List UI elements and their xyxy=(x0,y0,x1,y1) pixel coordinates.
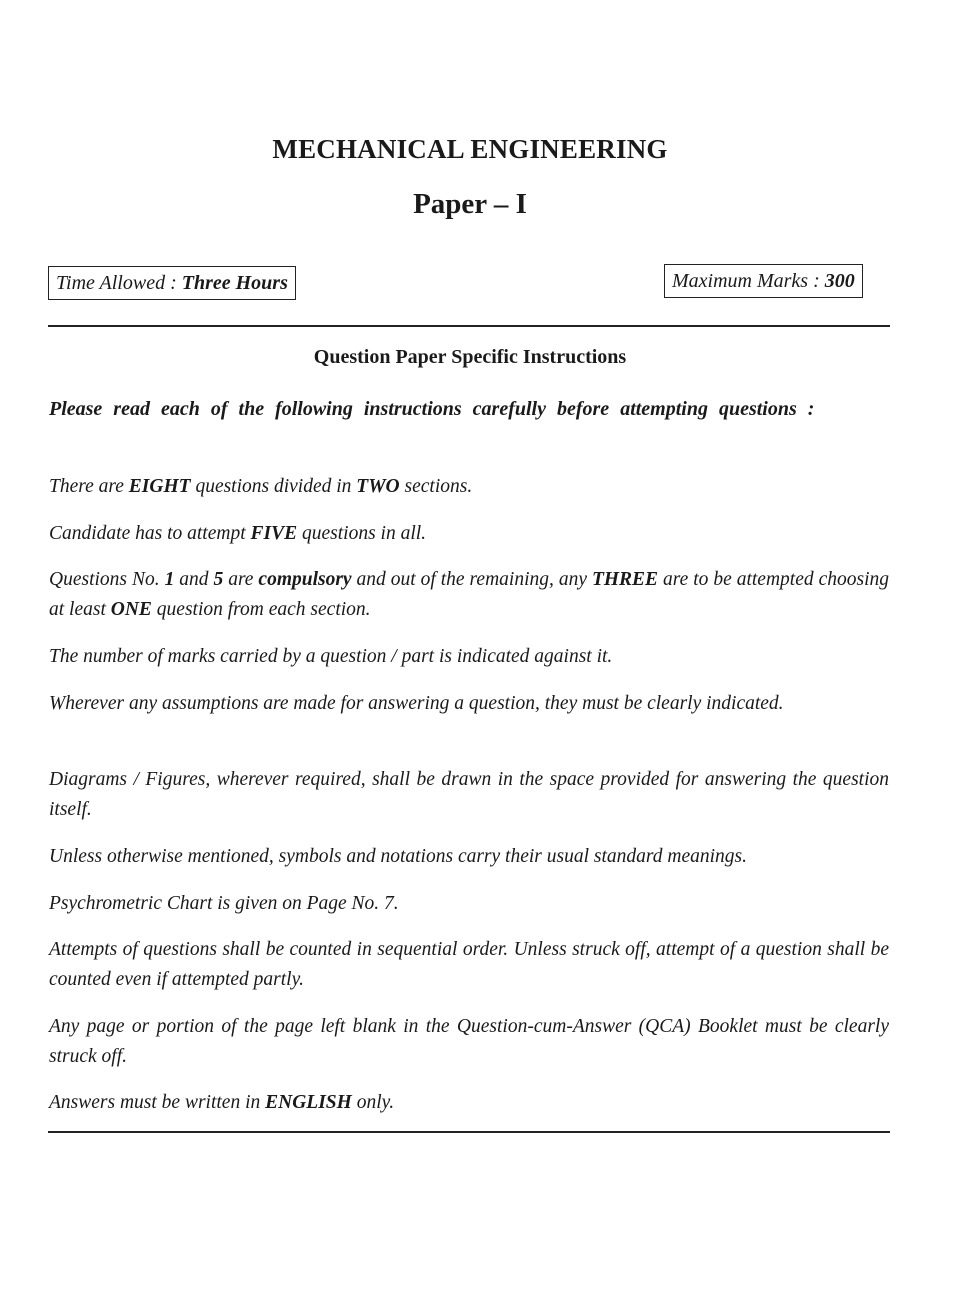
instructions-lead: Please read each of the following instructions carefully before attempting questions : xyxy=(49,398,815,420)
instruction-text: questions in all. xyxy=(297,523,427,544)
instruction-item xyxy=(49,472,889,502)
instruction-emphasis: EIGHT xyxy=(128,476,191,497)
instruction-text: Wherever any assumptions are made for answering a question, they must be clearly indicated. xyxy=(49,693,784,714)
instruction-text: are to be attempted choosing at least xyxy=(49,569,889,620)
instruction-emphasis: FIVE xyxy=(250,523,298,544)
instruction-text: The number of marks carried by a question / part is indicated against it. xyxy=(49,646,613,667)
maximum-marks-label: Maximum Marks : xyxy=(672,270,825,292)
instruction-text: and out of the remaining, any xyxy=(351,569,592,590)
instruction-text: only. xyxy=(351,1092,395,1113)
instruction-emphasis: ONE xyxy=(110,599,152,620)
instruction-emphasis: THREE xyxy=(591,569,659,590)
instruction-emphasis: 5 xyxy=(213,569,224,590)
instruction-item xyxy=(49,889,889,919)
instruction-text: Psychrometric Chart is given on Page No. 7. xyxy=(49,893,399,914)
instruction-text: Diagrams / Figures, wherever required, shall be drawn in the space provided for answering the question itself. xyxy=(49,769,889,820)
instruction-text: Attempts of questions shall be counted in sequential order. Unless struck off, attempt of a question shall be counted even if attempted partly. xyxy=(49,939,889,990)
instruction-text: There are xyxy=(49,476,129,497)
top-divider xyxy=(48,325,890,327)
instruction-emphasis: TWO xyxy=(356,476,400,497)
instruction-text: Answers must be written in xyxy=(49,1092,266,1113)
maximum-marks-box xyxy=(664,264,863,298)
bottom-divider xyxy=(48,1131,890,1133)
instruction-emphasis: compulsory xyxy=(258,569,352,590)
instruction-item xyxy=(49,642,889,672)
instruction-text: Candidate has to attempt xyxy=(49,523,251,544)
instruction-item xyxy=(49,842,889,872)
instruction-item xyxy=(49,1012,889,1072)
instruction-item xyxy=(49,1088,889,1118)
instruction-item xyxy=(49,765,889,825)
maximum-marks-value: 300 xyxy=(824,270,855,292)
instruction-text: Questions No. xyxy=(49,569,165,590)
paper-subject-title: MECHANICAL ENGINEERING xyxy=(272,134,668,164)
instruction-item xyxy=(49,689,889,719)
instruction-emphasis: ENGLISH xyxy=(265,1092,352,1113)
instruction-item xyxy=(49,519,889,549)
instruction-text: questions divided in xyxy=(190,476,357,497)
instruction-item xyxy=(49,935,889,995)
instruction-item xyxy=(49,565,889,625)
instruction-text: sections. xyxy=(399,476,473,497)
instruction-emphasis: 1 xyxy=(164,569,175,590)
instruction-text: are xyxy=(223,569,259,590)
instruction-text: Any page or portion of the page left blank in the Question-cum-Answer (QCA) Booklet must be clearly struck off. xyxy=(49,1016,889,1067)
time-allowed-label: Time Allowed : xyxy=(56,272,182,294)
time-allowed-value: Three Hours xyxy=(181,272,288,294)
paper-number: Paper – I xyxy=(413,188,527,220)
instruction-text: and xyxy=(174,569,214,590)
instruction-text: question from each section. xyxy=(151,599,371,620)
instructions-heading: Question Paper Specific Instructions xyxy=(313,346,627,368)
instruction-text: Unless otherwise mentioned, symbols and notations carry their usual standard meanings. xyxy=(49,846,748,867)
time-allowed-box xyxy=(48,266,296,300)
